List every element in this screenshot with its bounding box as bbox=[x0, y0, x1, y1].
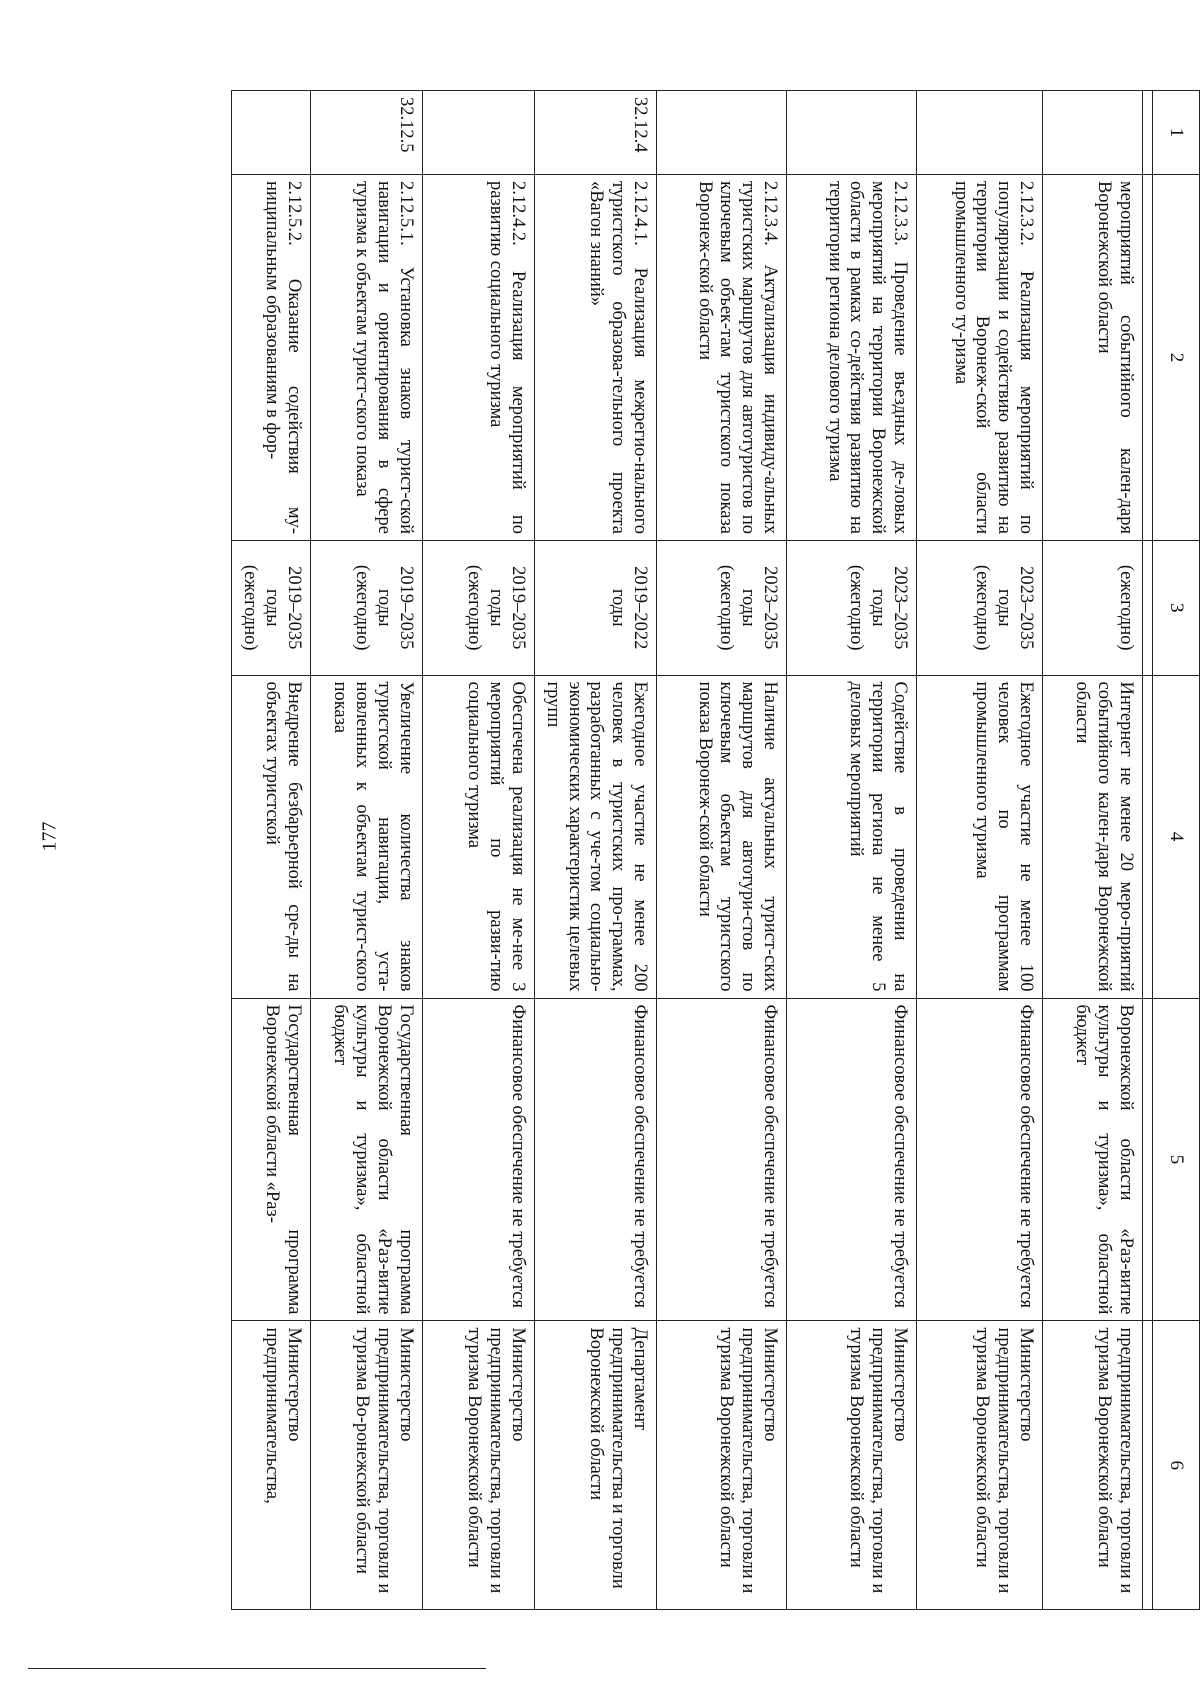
period-cell: 2019–2035 годы (ежегодно) bbox=[232, 540, 310, 675]
measure-cell: 2.12.4.1. Реализация межрегио-нального туристского образова-тельного проекта «Вагон знаний» bbox=[534, 174, 656, 540]
row-number-cell bbox=[787, 91, 917, 175]
row-number-cell bbox=[1043, 91, 1143, 175]
period-cell: 2023–2035 годы (ежегодно) bbox=[657, 540, 787, 675]
executor-cell: Министерство предпринимательства, торговли и туризма Воронежской области bbox=[422, 1321, 534, 1610]
measure-cell: 2.12.3.2. Реализация мероприятий по популяризации и содействию развитию на территории Воронеж-ской области промышленного ту-ризма bbox=[917, 174, 1043, 540]
table-row bbox=[232, 91, 310, 1610]
result-cell: Интернет не менее 20 меро-приятий событийного кален-даря Воронежской области bbox=[1043, 675, 1143, 998]
result-cell: Ежегодное участие не менее 200 человек в туристских про-граммах, разработанных с уче-том социально-экономических характеристик целевых групп bbox=[534, 675, 656, 998]
funding-cell: Финансовое обеспечение не требуется bbox=[534, 998, 656, 1321]
table-row bbox=[534, 91, 656, 1610]
result-cell: Увеличение количества знаков туристской навигации, уста-новленных к объектам турист-ского показа bbox=[310, 675, 422, 998]
table-row bbox=[1043, 91, 1143, 1610]
row-number-cell bbox=[657, 91, 787, 175]
funding-cell: Государственная программа Воронежской области «Раз- bbox=[232, 998, 310, 1321]
measure-cell: мероприятий событийного кален-даря Воронежской области bbox=[1043, 174, 1143, 540]
executor-cell: Министерство предпринимательства, торговли и туризма Воронежской области bbox=[787, 1321, 917, 1610]
row-number-cell bbox=[232, 91, 310, 175]
table-row bbox=[422, 91, 534, 1610]
table-row bbox=[787, 91, 917, 1610]
row-number-cell: 32.12.4 bbox=[534, 91, 656, 175]
row-number-cell bbox=[917, 91, 1043, 175]
funding-cell: Финансовое обеспечение не требуется bbox=[657, 998, 787, 1321]
row-number-cell bbox=[422, 91, 534, 175]
funding-cell: Финансовое обеспечение не требуется bbox=[917, 998, 1043, 1321]
table-row bbox=[310, 91, 422, 1610]
rotated-table-wrapper bbox=[104, 90, 1200, 1610]
measure-cell: 2.12.4.2. Реализация мероприятий по развитию социального туризма bbox=[422, 174, 534, 540]
header-cell: 4 bbox=[1153, 675, 1200, 998]
table-row bbox=[917, 91, 1043, 1610]
executor-cell: Министерство предпринимательства, bbox=[232, 1321, 310, 1610]
header-cell: 5 bbox=[1153, 998, 1200, 1321]
header-cell: 2 bbox=[1153, 174, 1200, 540]
row-number-cell: 32.12.5 bbox=[310, 91, 422, 175]
executor-cell: Министерство предпринимательства, торговли и туризма Во-ронежской области bbox=[310, 1321, 422, 1610]
period-cell: (ежегодно) bbox=[1043, 540, 1143, 675]
result-cell: Внедрение безбарьерной сре-ды на объектах туристской bbox=[232, 675, 310, 998]
result-cell: Содействие в проведении на территории региона не менее 5 деловых мероприятий bbox=[787, 675, 917, 998]
period-cell: 2019–2035 годы (ежегодно) bbox=[310, 540, 422, 675]
result-cell: Обеспечена реализация не ме-нее 3 мероприятий по разви-тию социального туризма bbox=[422, 675, 534, 998]
plan-table bbox=[231, 90, 1200, 1610]
header-cell: 3 bbox=[1153, 540, 1200, 675]
executor-cell: Министерство предпринимательства, торговли и туризма Воронежской области bbox=[917, 1321, 1043, 1610]
measure-cell: 2.12.3.3. Проведение въездных де-ловых мероприятий на территории Воронежской области в рамках со-действия развитию на территории региона делового туризма bbox=[787, 174, 917, 540]
measure-cell: 2.12.3.4. Актуализация индивиду-альных туристских маршрутов для автотуристов по ключевым объек-там туристского показа Воронеж-ской области bbox=[657, 174, 787, 540]
header-separator bbox=[1143, 91, 1153, 1610]
footer-rule bbox=[28, 1668, 486, 1669]
period-cell: 2019–2035 годы (ежегодно) bbox=[422, 540, 534, 675]
executor-cell: предпринимательства, торговли и туризма Воронежской области bbox=[1043, 1321, 1143, 1610]
header-cell: 1 bbox=[1153, 91, 1200, 175]
funding-cell: Финансовое обеспечение не требуется bbox=[422, 998, 534, 1321]
column-number-header bbox=[1153, 91, 1200, 1610]
period-cell: 2023–2035 годы (ежегодно) bbox=[787, 540, 917, 675]
period-cell: 2023–2035 годы (ежегодно) bbox=[917, 540, 1043, 675]
executor-cell: Департамент предпринимательства и торговли Воронежской области bbox=[534, 1321, 656, 1610]
funding-cell: Финансовое обеспечение не требуется bbox=[787, 998, 917, 1321]
table-row bbox=[657, 91, 787, 1610]
funding-cell: Государственная программа Воронежской области «Раз-витие культуры и туризма», областной бюджет bbox=[310, 998, 422, 1321]
period-cell: 2019–2022 годы bbox=[534, 540, 656, 675]
result-cell: Ежегодное участие не менее 100 человек по программам промышленного туризма bbox=[917, 675, 1043, 998]
executor-cell: Министерство предпринимательства, торговли и туризма Воронежской области bbox=[657, 1321, 787, 1610]
result-cell: Наличие актуальных турист-ских маршрутов для автотури-стов по ключевым объектам туристского показа Воронеж-ской области bbox=[657, 675, 787, 998]
page-number: 177 bbox=[38, 821, 61, 852]
measure-cell: 2.12.5.1. Установка знаков турист-ской навигации и ориентирования в сфере туризма к объектам турист-ского показа bbox=[310, 174, 422, 540]
funding-cell: Воронежской области «Раз-витие культуры и туризма», областной бюджет bbox=[1043, 998, 1143, 1321]
measure-cell: 2.12.5.2. Оказание содействия му-ниципальным образованиям в фор- bbox=[232, 174, 310, 540]
header-cell: 6 bbox=[1153, 1321, 1200, 1610]
